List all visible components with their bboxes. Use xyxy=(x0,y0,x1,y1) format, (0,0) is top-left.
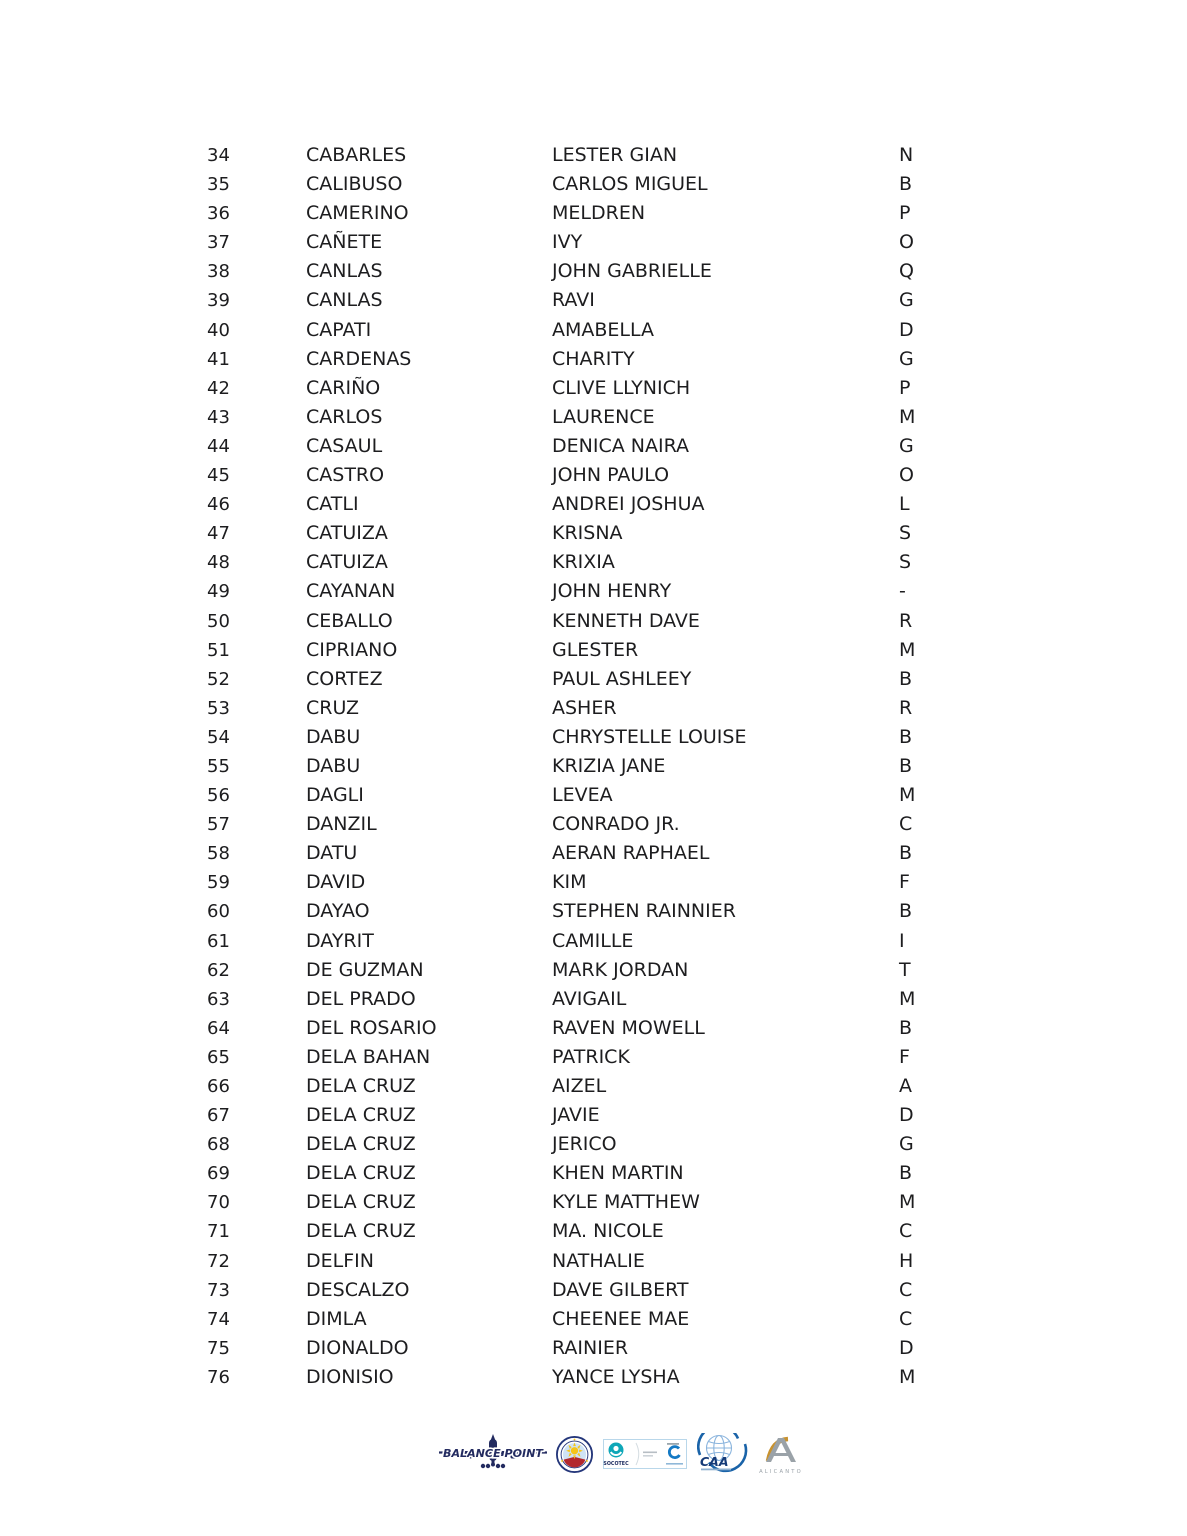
table-row xyxy=(0,1188,1187,1217)
table-row xyxy=(0,316,1187,345)
middle-initial: D xyxy=(899,318,914,341)
table-row xyxy=(0,1159,1187,1188)
surname: DESCALZO xyxy=(306,1278,410,1301)
examinee-list xyxy=(0,141,1187,1392)
footer-logos xyxy=(0,1432,1187,1476)
table-row xyxy=(0,490,1187,519)
table-row xyxy=(0,170,1187,199)
row-number: 45 xyxy=(207,465,230,487)
given-name: CLIVE LLYNICH xyxy=(552,376,691,399)
middle-initial: M xyxy=(899,784,916,807)
middle-initial: G xyxy=(899,347,914,370)
given-name: GLESTER xyxy=(552,638,639,661)
surname: CALIBUSO xyxy=(306,173,403,196)
row-number: 50 xyxy=(207,610,230,632)
surname: CARIÑO xyxy=(306,376,381,399)
table-row xyxy=(0,781,1187,810)
row-number: 75 xyxy=(207,1337,230,1359)
surname: CANLAS xyxy=(306,260,383,283)
given-name: AIZEL xyxy=(552,1075,607,1097)
middle-initial: H xyxy=(899,1249,914,1272)
surname: DATU xyxy=(306,842,358,865)
table-row xyxy=(0,1130,1187,1159)
middle-initial: N xyxy=(899,144,914,166)
given-name: KIM xyxy=(552,871,587,894)
surname: DELA CRUZ xyxy=(306,1133,416,1156)
table-row xyxy=(0,868,1187,897)
row-number: 73 xyxy=(207,1279,230,1301)
row-number: 52 xyxy=(207,668,230,690)
given-name: CARLOS MIGUEL xyxy=(552,173,708,196)
given-name: LESTER GIAN xyxy=(552,144,678,166)
socotec-label: SOCOTEC xyxy=(602,1462,629,1467)
given-name: DENICA NAIRA xyxy=(552,434,689,457)
surname: DEL PRADO xyxy=(306,987,416,1010)
given-name: CONRADO JR. xyxy=(552,813,680,836)
table-row xyxy=(0,723,1187,752)
table-row xyxy=(0,752,1187,781)
given-name: RAINIER xyxy=(552,1336,629,1359)
middle-initial: P xyxy=(899,376,911,399)
table-row xyxy=(0,607,1187,636)
surname: DABU xyxy=(306,754,361,777)
given-name: CAMILLE xyxy=(552,929,634,952)
middle-initial: M xyxy=(899,1191,916,1214)
given-name: JERICO xyxy=(552,1133,617,1156)
surname: DIONALDO xyxy=(306,1336,409,1359)
middle-initial: M xyxy=(899,638,916,661)
row-number: 69 xyxy=(207,1163,230,1185)
middle-initial: L xyxy=(899,493,910,516)
middle-initial: C xyxy=(899,1220,913,1243)
middle-initial: B xyxy=(899,173,913,196)
row-number: 60 xyxy=(207,901,230,923)
given-name: AMABELLA xyxy=(552,318,655,341)
surname: DAVID xyxy=(306,871,366,894)
middle-initial: M xyxy=(899,987,916,1010)
given-name: ANDREI JOSHUA xyxy=(552,493,705,516)
middle-initial: M xyxy=(899,405,916,428)
row-number: 57 xyxy=(207,814,230,836)
given-name: MELDREN xyxy=(552,202,646,225)
table-row xyxy=(0,636,1187,665)
given-name: JOHN PAULO xyxy=(552,464,670,487)
given-name: JAVIE xyxy=(552,1104,600,1127)
given-name: AVIGAIL xyxy=(552,987,627,1010)
table-row xyxy=(0,694,1187,723)
given-name: DAVE GILBERT xyxy=(552,1278,689,1301)
row-number: 56 xyxy=(207,785,230,807)
surname: DAYAO xyxy=(306,900,370,923)
row-number: 44 xyxy=(207,435,230,457)
middle-initial: C xyxy=(899,1307,913,1330)
row-number: 65 xyxy=(207,1046,230,1068)
row-number: 62 xyxy=(207,959,230,981)
middle-initial: C xyxy=(899,1278,913,1301)
row-number: 61 xyxy=(207,930,230,952)
caa-logo xyxy=(697,1433,749,1475)
middle-initial: B xyxy=(899,1016,913,1039)
alicanto-logo xyxy=(758,1432,804,1476)
table-row xyxy=(0,1217,1187,1246)
surname: DE GUZMAN xyxy=(306,958,424,981)
row-number: 63 xyxy=(207,988,230,1010)
table-row xyxy=(0,286,1187,315)
row-number: 51 xyxy=(207,639,230,661)
given-name: AERAN RAPHAEL xyxy=(552,842,710,865)
middle-initial: G xyxy=(899,1133,914,1156)
surname: CAÑETE xyxy=(306,231,383,254)
middle-initial: T xyxy=(899,958,911,981)
surname: DELA CRUZ xyxy=(306,1104,416,1127)
row-number: 40 xyxy=(207,319,230,341)
row-number: 55 xyxy=(207,755,230,777)
given-name: ASHER xyxy=(552,696,617,719)
given-name: MARK JORDAN xyxy=(552,958,689,981)
given-name: NATHALIE xyxy=(552,1249,645,1272)
row-number: 34 xyxy=(207,145,230,166)
given-name: KYLE MATTHEW xyxy=(552,1191,700,1214)
surname: DIMLA xyxy=(306,1307,367,1330)
middle-initial: O xyxy=(899,231,914,254)
middle-initial: D xyxy=(899,1104,914,1127)
surname: DANZIL xyxy=(306,813,377,836)
row-number: 42 xyxy=(207,377,230,399)
table-row xyxy=(0,985,1187,1014)
row-number: 76 xyxy=(207,1366,230,1388)
middle-initial: B xyxy=(899,842,913,865)
given-name: KRISNA xyxy=(552,522,623,545)
middle-initial: O xyxy=(899,464,914,487)
table-row xyxy=(0,461,1187,490)
row-number: 49 xyxy=(207,581,230,603)
row-number: 46 xyxy=(207,494,230,516)
table-row xyxy=(0,1305,1187,1334)
table-row xyxy=(0,257,1187,286)
surname: DAGLI xyxy=(306,784,364,807)
surname: CARLOS xyxy=(306,405,383,428)
given-name: LAURENCE xyxy=(552,405,655,428)
row-number: 54 xyxy=(207,726,230,748)
row-number: 36 xyxy=(207,203,230,225)
surname: DIONISIO xyxy=(306,1365,394,1388)
table-row xyxy=(0,199,1187,228)
middle-initial: A xyxy=(899,1075,912,1097)
surname: CATUIZA xyxy=(306,522,388,545)
row-number: 70 xyxy=(207,1192,230,1214)
table-row xyxy=(0,228,1187,257)
middle-initial: G xyxy=(899,434,914,457)
row-number: 43 xyxy=(207,406,230,428)
middle-initial: B xyxy=(899,754,913,777)
given-name: KHEN MARTIN xyxy=(552,1162,684,1185)
balance-point-logo xyxy=(439,1434,547,1474)
surname: DELFIN xyxy=(306,1249,374,1272)
table-row xyxy=(0,1072,1187,1101)
surname: CAMERINO xyxy=(306,202,409,225)
table-row xyxy=(0,432,1187,461)
surname: DELA BAHAN xyxy=(306,1045,431,1068)
row-number: 72 xyxy=(207,1250,230,1272)
table-row xyxy=(0,374,1187,403)
middle-initial: F xyxy=(899,1045,910,1068)
row-number: 53 xyxy=(207,697,230,719)
table-row xyxy=(0,519,1187,548)
middle-initial: S xyxy=(899,522,912,545)
row-number: 37 xyxy=(207,232,230,254)
surname: DELA CRUZ xyxy=(306,1162,416,1185)
row-number: 71 xyxy=(207,1221,230,1243)
given-name: CHEENEE MAE xyxy=(552,1307,690,1330)
middle-initial: R xyxy=(899,696,913,719)
table-row xyxy=(0,141,1187,170)
middle-initial: B xyxy=(899,667,913,690)
table-row xyxy=(0,1014,1187,1043)
table-row xyxy=(0,665,1187,694)
row-number: 67 xyxy=(207,1105,230,1127)
table-row xyxy=(0,1276,1187,1305)
given-name: YANCE LYSHA xyxy=(552,1365,680,1388)
surname: CASAUL xyxy=(306,434,383,457)
middle-initial: B xyxy=(899,900,913,923)
alicanto-label: ALICANTO xyxy=(758,1469,803,1475)
row-number: 59 xyxy=(207,872,230,894)
given-name: CHRYSTELLE LOUISE xyxy=(552,725,747,748)
surname: DAYRIT xyxy=(306,929,374,952)
table-row xyxy=(0,1247,1187,1276)
table-row xyxy=(0,1101,1187,1130)
row-number: 74 xyxy=(207,1308,230,1330)
surname: DEL ROSARIO xyxy=(306,1016,437,1039)
middle-initial: Q xyxy=(899,260,914,283)
table-row xyxy=(0,1363,1187,1392)
surname: CEBALLO xyxy=(306,609,393,632)
surname: DABU xyxy=(306,725,361,748)
given-name: PATRICK xyxy=(552,1045,630,1068)
middle-initial: R xyxy=(899,609,913,632)
given-name: PAUL ASHLEEY xyxy=(552,667,692,690)
given-name: RAVI xyxy=(552,289,595,312)
table-row xyxy=(0,927,1187,956)
row-number: 68 xyxy=(207,1134,230,1156)
row-number: 48 xyxy=(207,552,230,574)
row-number: 35 xyxy=(207,174,230,196)
given-name: JOHN GABRIELLE xyxy=(552,260,712,283)
surname: CATLI xyxy=(306,493,359,516)
middle-initial: C xyxy=(899,813,913,836)
table-row xyxy=(0,810,1187,839)
row-number: 38 xyxy=(207,261,230,283)
given-name: RAVEN MOWELL xyxy=(552,1016,705,1039)
surname: CABARLES xyxy=(306,144,407,166)
row-number: 64 xyxy=(207,1017,230,1039)
table-row xyxy=(0,1334,1187,1363)
given-name: CHARITY xyxy=(552,347,635,370)
surname: CANLAS xyxy=(306,289,383,312)
given-name: MA. NICOLE xyxy=(552,1220,664,1243)
middle-initial: B xyxy=(899,725,913,748)
surname: CATUIZA xyxy=(306,551,388,574)
socotec-certification-badge xyxy=(602,1439,688,1469)
middle-initial: G xyxy=(899,289,914,312)
row-number: 47 xyxy=(207,523,230,545)
middle-initial: B xyxy=(899,1162,913,1185)
given-name: KENNETH DAVE xyxy=(552,609,700,632)
row-number: 58 xyxy=(207,843,230,865)
middle-initial: S xyxy=(899,551,912,574)
table-row xyxy=(0,548,1187,577)
given-name: KRIXIA xyxy=(552,551,615,574)
given-name: KRIZIA JANE xyxy=(552,754,666,777)
table-row xyxy=(0,577,1187,606)
surname: CORTEZ xyxy=(306,667,383,690)
surname: CAPATI xyxy=(306,318,372,341)
table-row xyxy=(0,1043,1187,1072)
balance-point-label: BALANCE POINT xyxy=(442,1447,544,1460)
row-number: 41 xyxy=(207,348,230,370)
given-name: IVY xyxy=(552,231,583,254)
surname: CIPRIANO xyxy=(306,638,398,661)
surname: CARDENAS xyxy=(306,347,412,370)
middle-initial: M xyxy=(899,1365,916,1388)
surname: DELA CRUZ xyxy=(306,1191,416,1214)
government-seal-icon xyxy=(556,1436,593,1473)
table-row xyxy=(0,403,1187,432)
middle-initial: D xyxy=(899,1336,914,1359)
surname: DELA CRUZ xyxy=(306,1220,416,1243)
middle-initial: F xyxy=(899,871,910,894)
middle-initial: - xyxy=(899,580,906,603)
table-row xyxy=(0,897,1187,926)
row-number: 66 xyxy=(207,1076,230,1097)
surname: DELA CRUZ xyxy=(306,1075,416,1097)
table-row xyxy=(0,345,1187,374)
given-name: STEPHEN RAINNIER xyxy=(552,900,736,923)
row-number: 39 xyxy=(207,290,230,312)
given-name: LEVEA xyxy=(552,784,613,807)
surname: CASTRO xyxy=(306,464,385,487)
table-row xyxy=(0,839,1187,868)
table-row xyxy=(0,956,1187,985)
surname: CAYANAN xyxy=(306,580,396,603)
caa-label: CAA xyxy=(699,1454,729,1469)
given-name: JOHN HENRY xyxy=(552,580,672,603)
middle-initial: P xyxy=(899,202,911,225)
middle-initial: I xyxy=(899,929,905,952)
surname: CRUZ xyxy=(306,696,360,719)
